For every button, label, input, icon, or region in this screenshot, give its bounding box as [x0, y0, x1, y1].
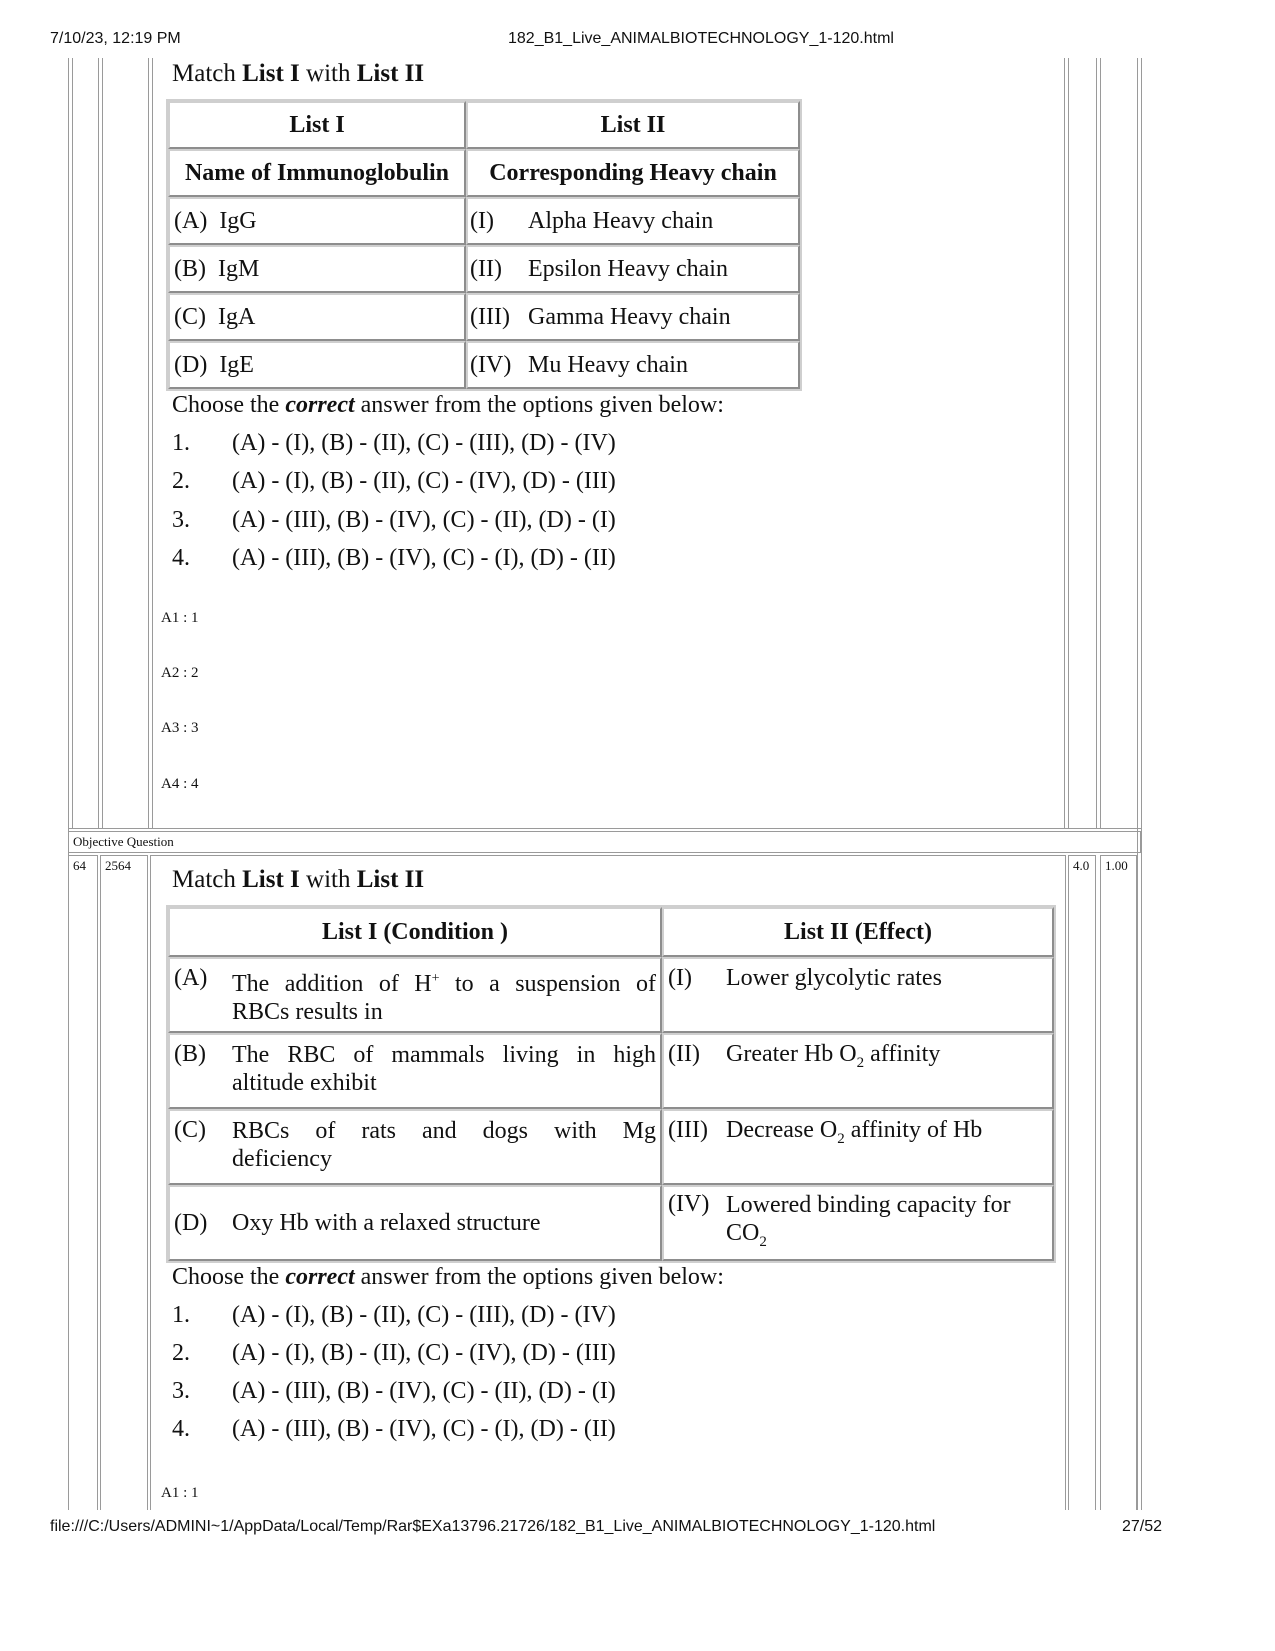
q2-option-1: 1. (A) - (I), (B) - (II), (C) - (III), (D) - (IV)	[172, 1302, 616, 1328]
frame-line	[102, 58, 103, 828]
q1-col1-subheader: Name of Immunoglobulin	[168, 149, 466, 197]
frame-line	[148, 58, 149, 828]
question-negative-marks: 1.00	[1105, 858, 1128, 873]
q1-col2-subheader: Corresponding Heavy chain	[466, 149, 800, 197]
q1-row-c-left: (C) IgA	[168, 293, 466, 341]
frame-line	[98, 58, 99, 828]
marks-cell	[1068, 855, 1096, 1510]
q2-row-d-right: (IV) Lowered binding capacity for $CO_2$	[662, 1185, 1054, 1261]
q1-answer-3: A3 : 3	[161, 720, 199, 736]
frame-line	[1100, 58, 1101, 828]
q1-row-a-right: (I) Alpha Heavy chain	[466, 197, 800, 245]
frame-line	[1137, 58, 1138, 1510]
frame-line	[1068, 58, 1069, 828]
q2-row-c-right: (III) Decrease $O_2$ affinity of Hb	[662, 1109, 1054, 1185]
print-footer-path: file:///C:/Users/ADMINI~1/AppData/Local/Temp/Rar$EXa13796.21726/182_B1_Live_ANIMALBIOTECHNOLOGY_1-120.html	[50, 1518, 936, 1535]
question-marks: 4.0	[1073, 858, 1090, 873]
q1-title: Match List I with List II	[172, 60, 425, 87]
q1-row-d-left: (D) IgE	[168, 341, 466, 389]
q1-option-4: 4. (A) - (III), (B) - (IV), (C) - (I), (D) - (II)	[172, 545, 616, 571]
q1-list2-header: List II	[466, 101, 800, 149]
q2-option-4: 4. (A) - (III), (B) - (IV), (C) - (I), (D) - (II)	[172, 1416, 616, 1442]
q1-answer-2: A2 : 2	[161, 665, 199, 681]
section-label: Objective Question	[73, 834, 174, 849]
q2-instruction: Choose the correct answer from the options given below:	[172, 1264, 724, 1290]
frame-line	[152, 58, 153, 828]
print-doc-title: 182_B1_Live_ANIMALBIOTECHNOLOGY_1-120.html	[508, 30, 894, 47]
question-id-cell	[100, 855, 148, 1510]
q1-instruction: Choose the correct answer from the options given below:	[172, 392, 724, 418]
q2-option-3: 3. (A) - (III), (B) - (IV), (C) - (II), (D) - (I)	[172, 1378, 616, 1404]
print-page-number: 27/52	[1122, 1518, 1163, 1535]
q2-row-b-right: (II) Greater Hb $O_2$ affinity	[662, 1033, 1054, 1109]
q2-list2-header: List II (Effect)	[662, 907, 1054, 957]
q2-row-c-left: (C) RBCs of rats and dogs with Mg deficiency	[168, 1109, 662, 1185]
q2-option-2: 2. (A) - (I), (B) - (II), (C) - (IV), (D) - (III)	[172, 1340, 616, 1366]
question-id: 2564	[105, 858, 131, 873]
q1-option-1: 1. (A) - (I), (B) - (II), (C) - (III), (D) - (IV)	[172, 430, 616, 456]
q2-row-a-left: (A) The addition of H+ to a suspension of RBCs results in	[168, 957, 662, 1033]
frame-line	[72, 58, 73, 828]
q2-title: Match List I with List II	[172, 866, 425, 893]
print-timestamp: 7/10/23, 12:19 PM	[50, 30, 181, 47]
q1-row-c-right: (III) Gamma Heavy chain	[466, 293, 800, 341]
q2-answer-1: A1 : 1	[161, 1485, 199, 1501]
q2-match-table	[166, 905, 1056, 1263]
negative-marks-cell	[1100, 855, 1137, 1510]
q1-answer-1: A1 : 1	[161, 610, 199, 626]
q2-row-a-right: (I) Lower glycolytic rates	[662, 957, 1054, 1033]
q1-option-2: 2. (A) - (I), (B) - (II), (C) - (IV), (D) - (III)	[172, 468, 616, 494]
q1-list1-header: List I	[168, 101, 466, 149]
question-number: 64	[73, 858, 86, 873]
frame-line	[1096, 58, 1097, 828]
frame-line	[1141, 58, 1142, 1510]
q2-list1-header: List I (Condition )	[168, 907, 662, 957]
q1-row-d-right: (IV) Mu Heavy chain	[466, 341, 800, 389]
question-number-cell	[68, 855, 98, 1510]
section-label-cell	[68, 831, 1141, 853]
q1-row-a-left: (A) IgG	[168, 197, 466, 245]
q2-row-b-left: (B) The RBC of mammals living in high altitude exhibit	[168, 1033, 662, 1109]
frame-line	[1064, 58, 1065, 828]
q1-option-3: 3. (A) - (III), (B) - (IV), (C) - (II), (D) - (I)	[172, 507, 616, 533]
frame-line	[68, 828, 1141, 829]
q1-answer-4: A4 : 4	[161, 776, 199, 792]
q2-row-d-left: (D) Oxy Hb with a relaxed structure	[168, 1185, 662, 1261]
q1-row-b-left: (B) IgM	[168, 245, 466, 293]
q1-row-b-right: (II) Epsilon Heavy chain	[466, 245, 800, 293]
q1-match-table	[166, 99, 802, 391]
